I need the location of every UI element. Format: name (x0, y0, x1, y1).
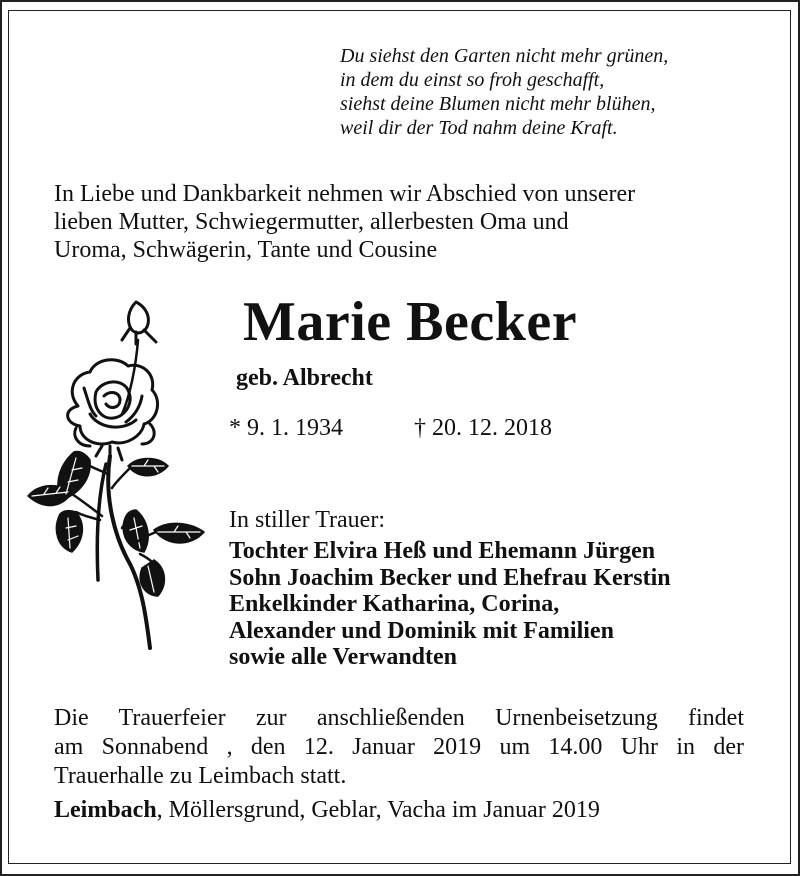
service-info (54, 704, 744, 791)
intro-line: lieben Mutter, Schwiegermutter, allerbesten Oma und (54, 209, 569, 235)
poem-line: weil dir der Tod nahm deine Kraft. (340, 117, 618, 139)
poem-line: Du siehst den Garten nicht mehr grünen, (340, 45, 669, 67)
mourner-line: Tochter Elvira Heß und Ehemann Jürgen (229, 538, 656, 564)
poem (340, 44, 668, 140)
place-line (54, 796, 600, 824)
place-rest: , Möllersgrund, Geblar, Vacha im Januar 2019 (156, 797, 600, 823)
mourning-label: In stiller Trauer: (229, 507, 385, 533)
death-date: † 20. 12. 2018 (414, 415, 552, 441)
mourner-line: sowie alle Verwandten (229, 644, 457, 670)
intro-line: In Liebe und Dankbarkeit nehmen wir Abschied von unserer (54, 181, 636, 207)
service-line: Trauerhalle zu Leimbach statt. (54, 763, 347, 789)
maiden-name: geb. Albrecht (236, 365, 373, 391)
service-line: am Sonnabend , den 12. Januar 2019 um 14.00 Uhr in der (54, 734, 744, 760)
mourner-line: Sohn Joachim Becker und Ehefrau Kerstin (229, 564, 671, 591)
deceased-name: Marie Becker (243, 291, 578, 353)
place-town: Leimbach (54, 797, 157, 823)
poem-line: siehst deine Blumen nicht mehr blühen, (340, 93, 656, 115)
service-line: Die Trauerfeier zur anschließenden Urnenbeisetzung findet (54, 705, 744, 731)
mourner-line: Enkelkinder Katharina, Corina, (229, 591, 560, 617)
mourner-line: Alexander und Dominik mit Familien (229, 617, 614, 644)
intro-text (54, 180, 635, 264)
rose-icon (18, 296, 212, 656)
intro-line: Uroma, Schwägerin, Tante und Cousine (54, 237, 438, 263)
poem-line: in dem du einst so froh geschafft, (340, 69, 605, 91)
mourners-list (229, 538, 671, 671)
birth-date: * 9. 1. 1934 (229, 415, 343, 441)
